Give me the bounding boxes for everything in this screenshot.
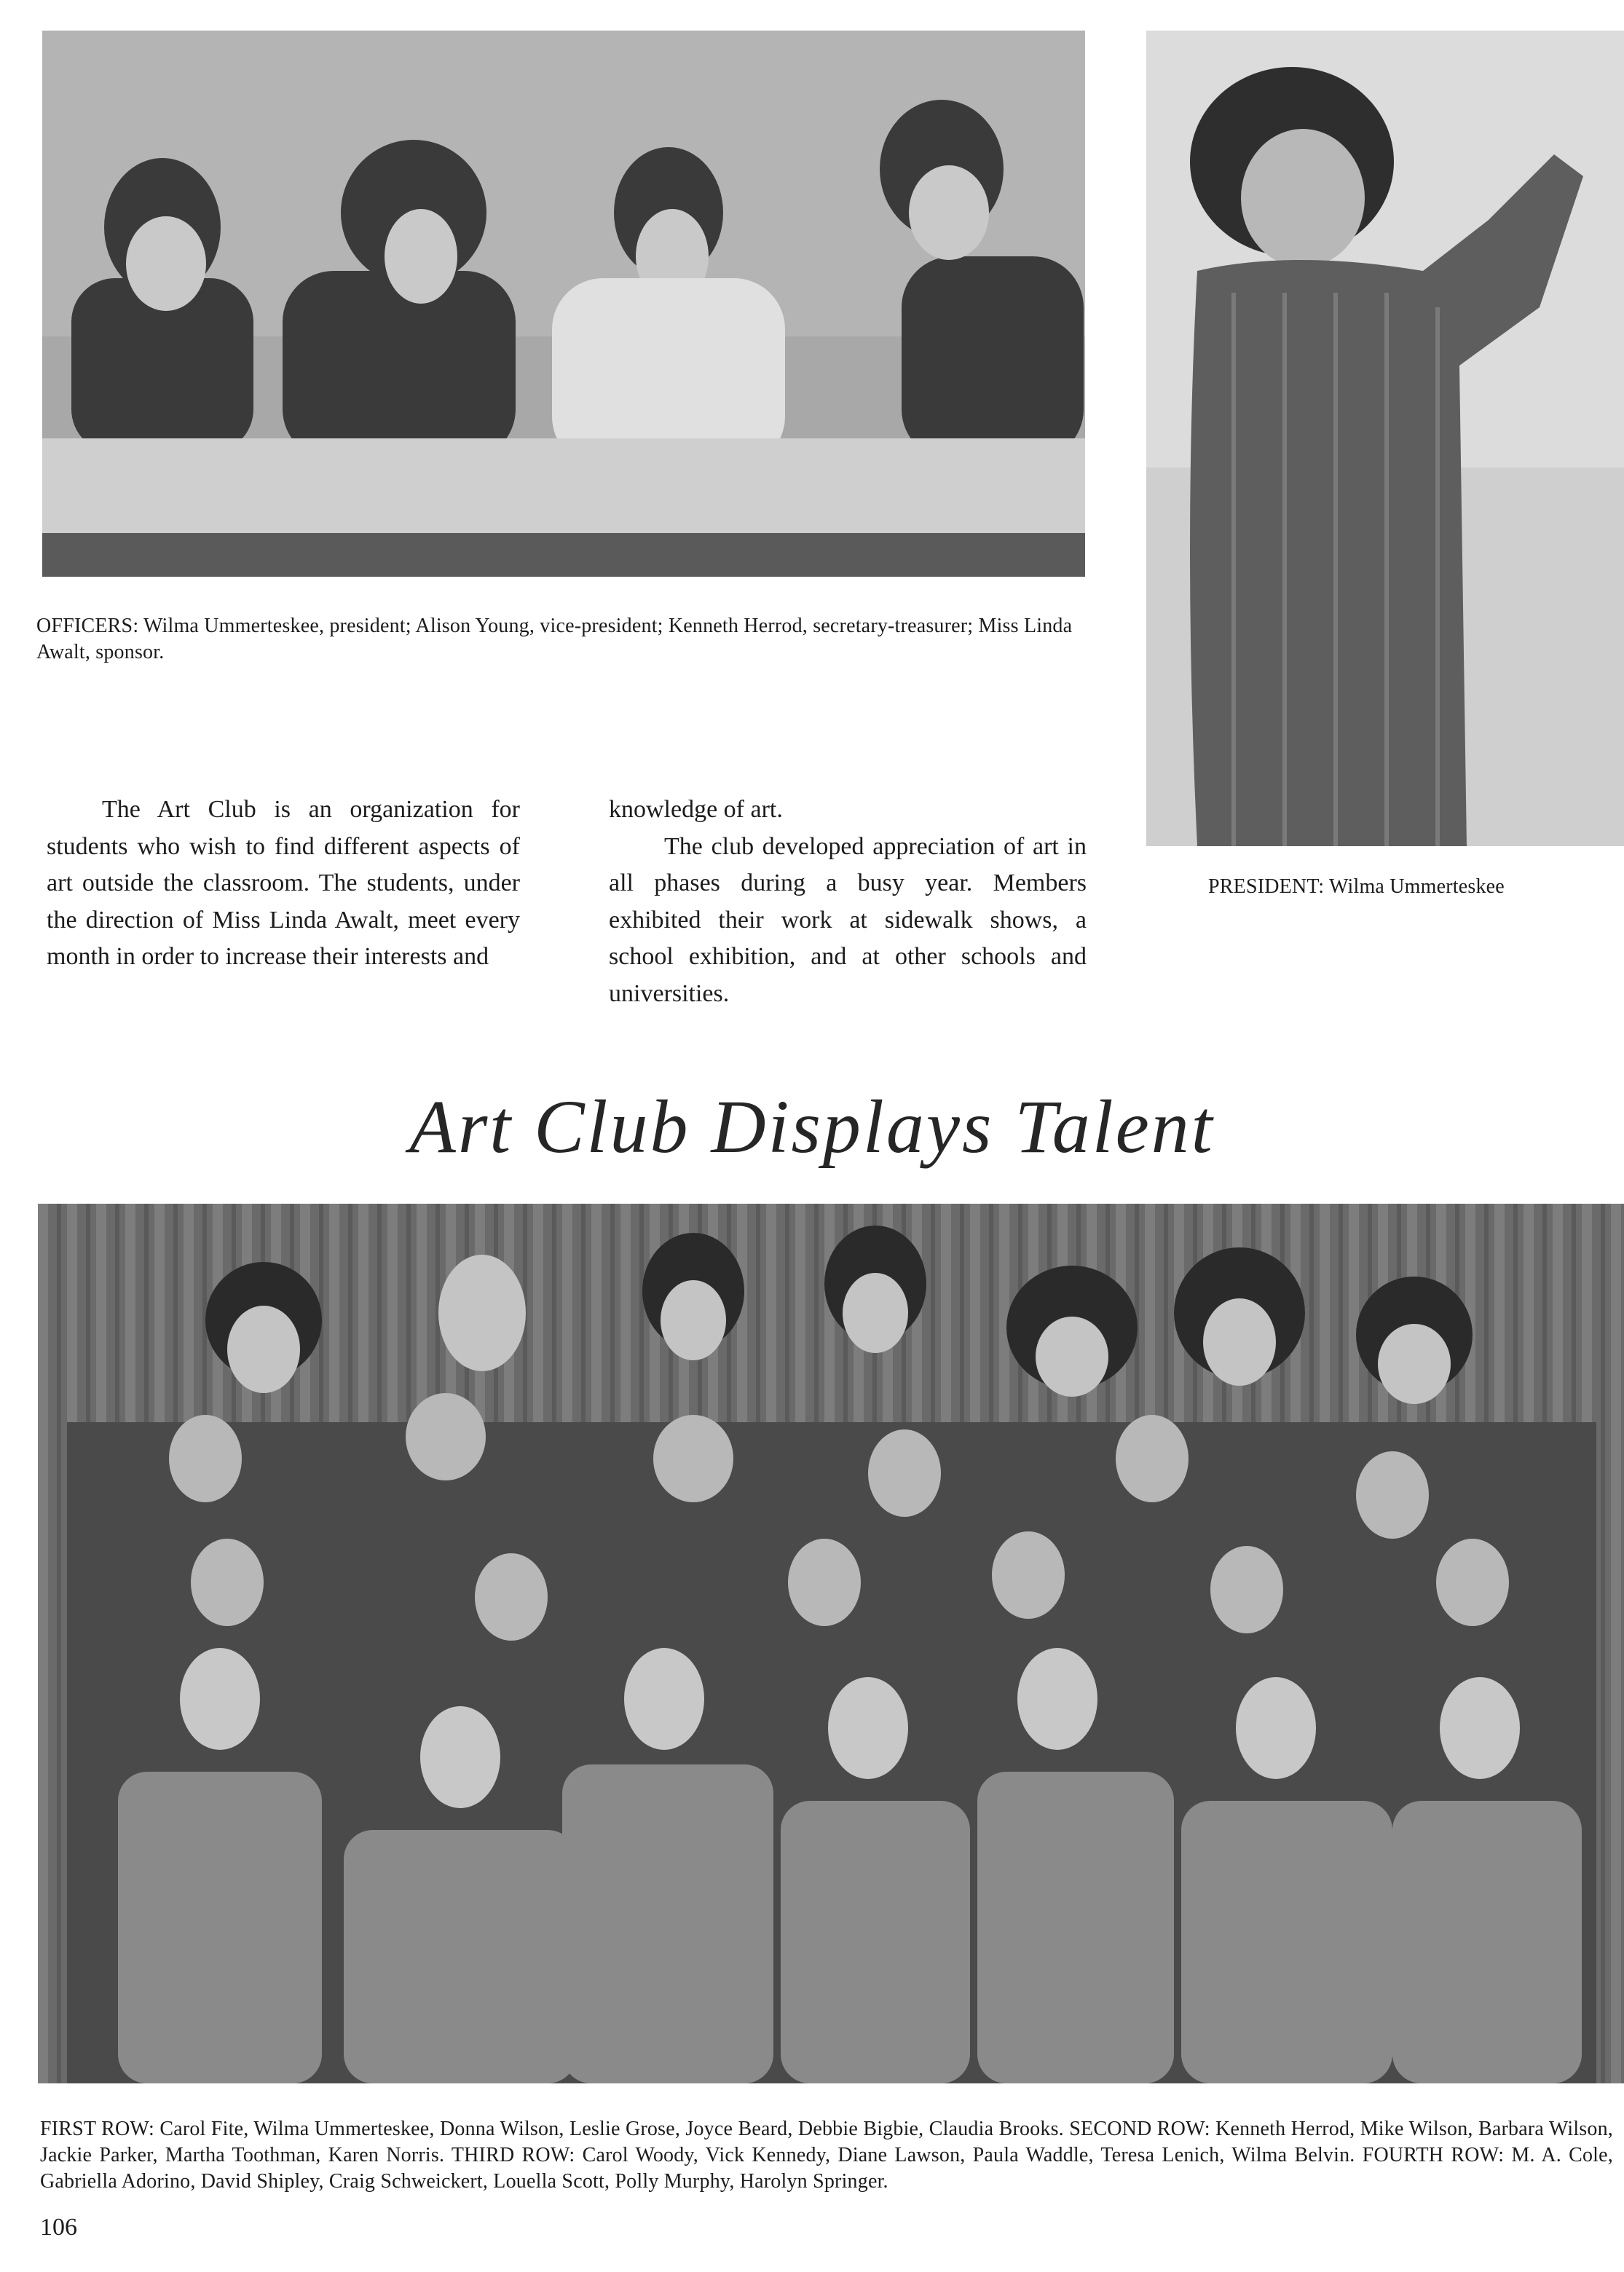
- group-caption: FIRST ROW: Carol Fite, Wilma Ummerteskee, Donna Wilson, Leslie Grose, Joyce Beard, Debbie Bigbie, Claudia Brooks. SECOND ROW: Kenneth Herrod, Mike Wilson, Barbara Wilson, Jackie Parker, Martha Toothman, Karen Norris. THIRD ROW: Carol Woody, Vick Kennedy, Diane Lawson, Paula Waddle, Teresa Lenich, Wilma Belvin. FOURTH ROW: M. A. Cole, Gabriella Adorino, David Shipley, Craig Schweickert, Louella Scott, Polly Murphy, Harolyn Springer.: [40, 2118, 1613, 2193]
- article-paragraph-1-continuation: knowledge of art.: [609, 796, 783, 823]
- officers-caption: OFFICERS: Wilma Ummerteskee, president; Alison Young, vice-president; Kenneth Herrod, secretary-treasurer; Miss Linda Awalt, sponsor.: [36, 615, 1073, 663]
- president-photo: [1146, 31, 1624, 846]
- president-caption: PRESIDENT: Wilma Ummerteskee: [1208, 875, 1505, 898]
- article-paragraph-2: The club developed appreciation of art in all phases during a busy year. Members exhibited their work at sidewalk shows, a school exhibition, and at other schools and universities.: [609, 832, 1087, 1007]
- group-photo: [38, 1204, 1624, 2083]
- page-number: 106: [40, 2214, 77, 2241]
- page-headline: Art Club Displays Talent: [409, 1085, 1215, 1169]
- article-column-2: [609, 792, 1087, 1012]
- officers-photo: [42, 31, 1085, 577]
- article-column-1: [47, 792, 520, 976]
- article-paragraph-1: The Art Club is an organization for students who wish to find different aspects of art outside the classroom. The students, under the direction of Miss Linda Awalt, meet every month in order to increase their interests and: [47, 796, 520, 970]
